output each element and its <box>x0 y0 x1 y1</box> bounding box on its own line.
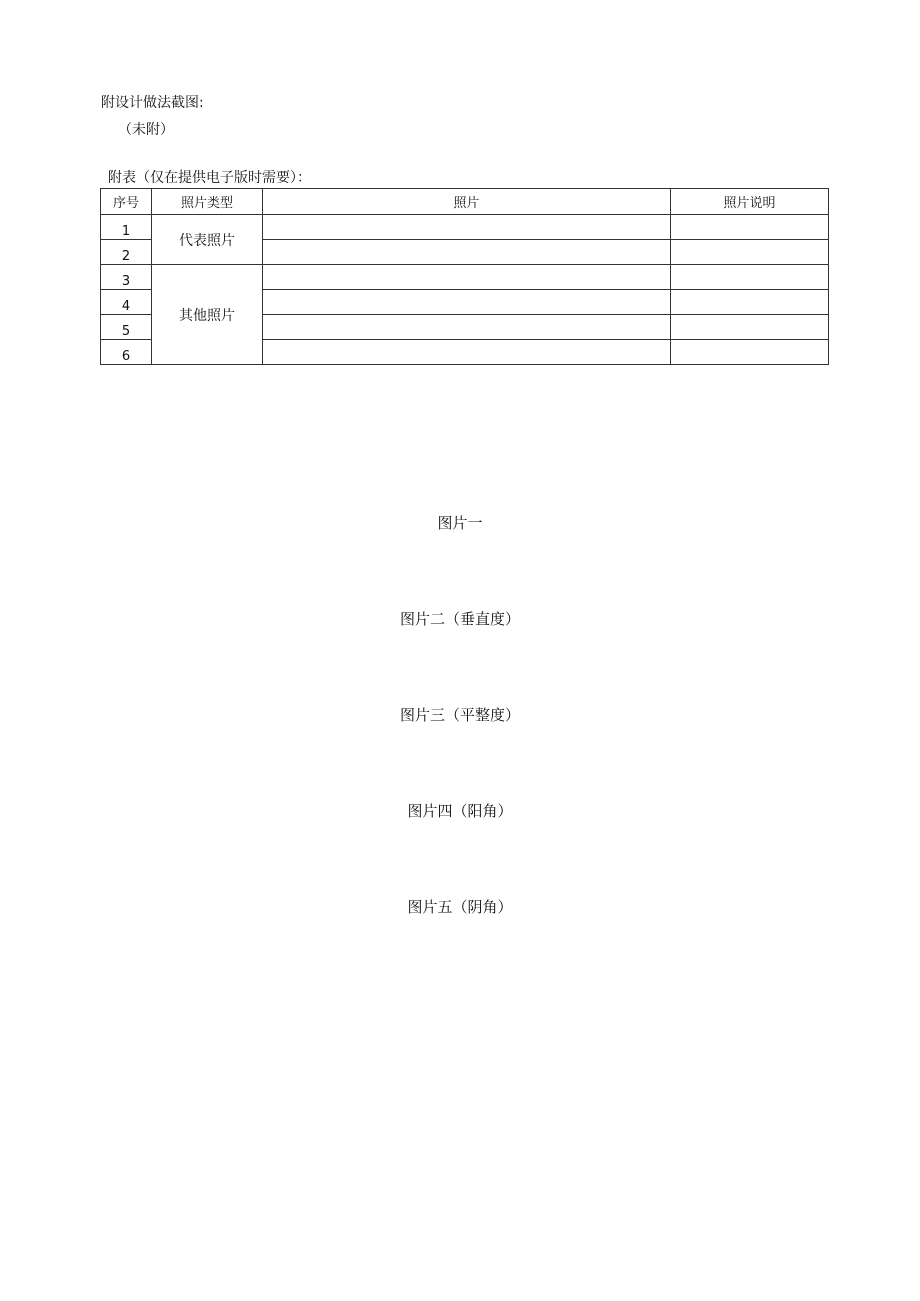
caption-picture-1: 图片一 <box>437 514 483 532</box>
description-cell[interactable] <box>671 265 829 290</box>
description-cell[interactable] <box>671 340 829 365</box>
design-heading: 附设计做法截图: <box>101 95 204 111</box>
row-number: 5 <box>101 315 152 340</box>
description-cell[interactable] <box>671 290 829 315</box>
table-row <box>101 215 829 240</box>
column-header-description: 照片说明 <box>671 189 829 215</box>
column-header-type: 照片类型 <box>152 189 263 215</box>
photo-type-other: 其他照片 <box>152 265 263 365</box>
table-title: 附表（仅在提供电子版时需要）： <box>108 170 311 186</box>
photo-cell[interactable] <box>263 340 671 365</box>
row-number: 3 <box>101 265 152 290</box>
photo-cell[interactable] <box>263 315 671 340</box>
design-note: （未附） <box>118 122 174 138</box>
photo-cell[interactable] <box>263 290 671 315</box>
photo-table <box>100 188 829 365</box>
photo-cell[interactable] <box>263 215 671 240</box>
description-cell[interactable] <box>671 240 829 265</box>
column-header-seq: 序号 <box>101 189 152 215</box>
description-cell[interactable] <box>671 315 829 340</box>
caption-picture-3: 图片三（平整度） <box>399 706 520 724</box>
row-number: 1 <box>101 215 152 240</box>
table-row <box>101 265 829 290</box>
description-cell[interactable] <box>671 215 829 240</box>
column-header-photo: 照片 <box>263 189 671 215</box>
row-number: 6 <box>101 340 152 365</box>
caption-picture-4: 图片四（阳角） <box>407 802 513 820</box>
row-number: 2 <box>101 240 152 265</box>
caption-picture-5: 图片五（阴角） <box>407 898 513 916</box>
table-header-row <box>101 189 829 215</box>
row-number: 4 <box>101 290 152 315</box>
photo-type-representative: 代表照片 <box>152 215 263 265</box>
caption-picture-2: 图片二（垂直度） <box>399 610 520 628</box>
photo-cell[interactable] <box>263 265 671 290</box>
photo-cell[interactable] <box>263 240 671 265</box>
